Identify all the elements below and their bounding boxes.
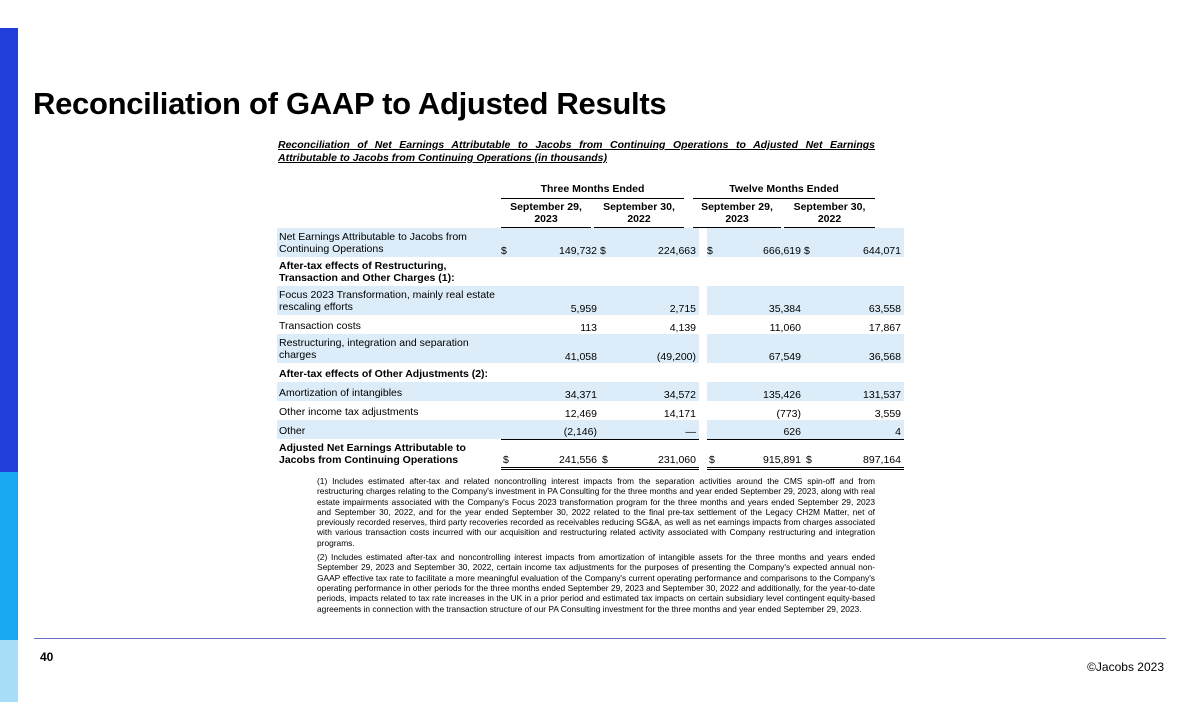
- cell-value: 63,558: [822, 286, 904, 315]
- cell-value: 4: [822, 420, 904, 439]
- cell-value: (2,146): [519, 420, 600, 439]
- table-row: [277, 401, 904, 420]
- footnote-2: (2) Includes estimated after-tax and noncontrolling interest impacts from amortization of intangible assets for the three months and years ended September 29, 2023 and September 30, 2022, certain income tax adjustments for the purposes of presenting the Company's expected annual non-GAAP effective tax rate to facilitate a more meaningful evaluation of the Company's current operating performance and comparisons to the Company's operating performance in other periods for the three months ended September 29, 2023 and September 30, 2022 and additionally, for the year-to-date periods, impacts related to tax rate increases in the UK in a prior period and estimated tax impacts on certain subsidiary level contingent equity-based agreements in connection with the transaction structure of our PA Consulting investment for the three months and year ended September 29, 2023.: [317, 552, 875, 614]
- currency-symbol: $: [600, 439, 618, 468]
- table-row: [277, 286, 904, 315]
- cell-value: 34,371: [519, 382, 600, 401]
- column-header-year: 2022: [627, 212, 651, 225]
- row-label: Focus 2023 Transformation, mainly real estate rescaling efforts: [277, 286, 501, 315]
- accent-bar-middle: [0, 472, 18, 640]
- row-label: Transaction costs: [279, 319, 361, 332]
- table-subtitle-line1: Reconciliation of Net Earnings Attributable to Jacobs from Continuing Operations to Adjusted Net Earnings: [278, 139, 875, 151]
- table-row-total: [277, 439, 904, 468]
- group-header-three-months: Three Months Ended: [501, 183, 684, 199]
- cell-value: 644,071: [822, 228, 904, 257]
- table-row: [277, 420, 904, 439]
- currency-symbol: $: [804, 228, 822, 257]
- footnote-1: (1) Includes estimated after-tax and related noncontrolling interest impacts from the separation activities around the CMS spin-off and from restructuring charges relating to the Company's investment in PA Consulting for the three months and year ended September 29, 2023, along with real estate impairments associated with the Company's Focus 2023 transformation program for the three months and years ended September 29, 2023 and September 30, 2022, and for the year ended September 30, 2022 related to the final pre-tax settlement of the Legacy CH2M Matter, net of previously recorded reserves, third party recoveries recorded as receivables reducing SG&A, as well as net earnings impacts from charges associated with various transaction costs incurred with our acquisition and restructuring related activity associated with Company restructuring and integration programs.: [317, 476, 875, 548]
- column-header-year: 2023: [725, 212, 749, 225]
- table-row: [277, 363, 904, 382]
- cell-value: (773): [776, 407, 801, 420]
- column-header-year: 2023: [534, 212, 558, 225]
- cell-value: 35,384: [725, 286, 804, 315]
- cell-value: 626: [725, 420, 804, 439]
- column-header-date: September 29,: [701, 201, 773, 213]
- column-header-date: September 29,: [510, 201, 582, 213]
- cell-value: 3,559: [874, 407, 901, 420]
- table-subtitle: [278, 139, 875, 165]
- page-number: 40: [40, 650, 54, 664]
- cell-value: 241,556: [519, 439, 600, 468]
- cell-value: 113: [580, 321, 597, 334]
- slide-title: Reconciliation of GAAP to Adjusted Results: [33, 86, 667, 121]
- accent-bar-bottom: [0, 640, 18, 702]
- cell-value: 224,663: [618, 228, 699, 257]
- cell-value: 149,732: [519, 228, 600, 257]
- cell-value: 5,959: [519, 286, 600, 315]
- column-header: [693, 202, 781, 228]
- section-label: After-tax effects of Other Adjustments (2):: [279, 367, 489, 380]
- cell-value: (49,200): [618, 334, 699, 363]
- column-header: [784, 202, 875, 228]
- currency-symbol: $: [501, 228, 519, 257]
- cell-value: 135,426: [725, 382, 804, 401]
- cell-value: 231,060: [618, 439, 699, 468]
- copyright-notice: ©Jacobs 2023: [1087, 660, 1164, 674]
- currency-symbol: $: [600, 228, 618, 257]
- table-row: [277, 257, 904, 286]
- currency-symbol: $: [501, 439, 519, 468]
- column-header: [501, 202, 591, 228]
- currency-symbol: $: [804, 439, 822, 468]
- column-header-date: September 30,: [793, 201, 866, 213]
- accent-bar-top: [0, 28, 18, 472]
- group-header-twelve-months: Twelve Months Ended: [693, 183, 875, 199]
- cell-value: 17,867: [868, 321, 901, 334]
- cell-value: 11,060: [769, 321, 801, 334]
- cell-value: 67,549: [725, 334, 804, 363]
- cell-value: 34,572: [618, 382, 699, 401]
- column-header: [594, 202, 684, 228]
- cell-value: 41,058: [519, 334, 600, 363]
- table-row: [277, 315, 904, 334]
- cell-value: 131,537: [822, 382, 904, 401]
- row-label: Other income tax adjustments: [279, 405, 419, 418]
- column-header-year: 2022: [817, 212, 842, 225]
- cell-value: 2,715: [618, 286, 699, 315]
- cell-value: 14,171: [663, 407, 696, 420]
- cell-value: 36,568: [822, 334, 904, 363]
- reconciliation-table: [277, 228, 904, 470]
- table-row: [277, 334, 904, 363]
- cell-value: 4,139: [669, 321, 696, 334]
- cell-value: 666,619: [725, 228, 804, 257]
- currency-symbol: $: [707, 439, 725, 468]
- currency-symbol: $: [707, 228, 725, 257]
- table-row: [277, 382, 904, 401]
- row-label: Amortization of intangibles: [277, 382, 501, 401]
- footer-divider: [34, 638, 1166, 639]
- cell-value: —: [618, 420, 699, 439]
- row-label: Net Earnings Attributable to Jacobs from Continuing Operations: [277, 228, 501, 257]
- cell-value: 12,469: [564, 407, 597, 420]
- row-label: Other: [277, 420, 501, 439]
- cell-value: 897,164: [822, 439, 904, 468]
- table-row: [277, 228, 904, 257]
- row-label: Adjusted Net Earnings Attributable to Jacobs from Continuing Operations: [279, 442, 466, 466]
- footnotes: [317, 476, 875, 618]
- table-subtitle-line2: Attributable to Jacobs from Continuing Operations (in thousands): [278, 152, 607, 164]
- cell-value: 915,891: [725, 439, 804, 468]
- column-header-date: September 30,: [603, 201, 675, 213]
- row-label: Restructuring, integration and separation charges: [277, 334, 501, 363]
- section-label: After-tax effects of Restructuring, Transaction and Other Charges (1):: [279, 260, 455, 284]
